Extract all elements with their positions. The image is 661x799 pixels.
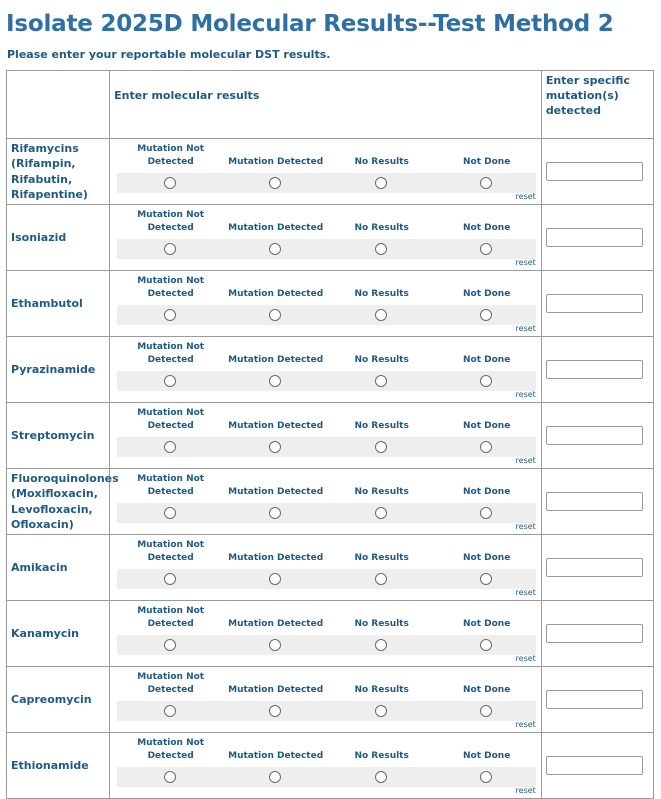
- option-label: Not Done: [462, 619, 511, 629]
- mutation-cell: [541, 667, 653, 733]
- radio-band: [117, 305, 536, 325]
- drug-row: [7, 733, 654, 799]
- drug-row: [7, 337, 654, 403]
- option-label: No Results: [354, 157, 409, 167]
- reset-link[interactable]: reset: [515, 720, 536, 729]
- option-label: Not Done: [462, 751, 511, 761]
- mutation-cell: [541, 403, 653, 469]
- option-label: No Results: [354, 355, 409, 365]
- option-label: Mutation Detected: [228, 751, 324, 761]
- drug-name: Rifamycins (Rifampin, Rifabutin, Rifapentine): [7, 139, 110, 205]
- drug-name: Pyrazinamide: [7, 337, 110, 403]
- option-label: Not Done: [462, 421, 511, 431]
- option-label: Mutation Not Detected: [137, 474, 205, 497]
- radio-band: [117, 635, 536, 655]
- molecular-result-options: [110, 667, 542, 733]
- option-label: No Results: [354, 487, 409, 497]
- drug-name: Kanamycin: [7, 601, 110, 667]
- header-mutation: Enter specific mutation(s) detected: [541, 71, 653, 139]
- option-label: Mutation Detected: [228, 355, 324, 365]
- mutation-cell: [541, 139, 653, 205]
- option-label: No Results: [354, 223, 409, 233]
- option-label: Not Done: [462, 157, 511, 167]
- radio-band: [117, 239, 536, 259]
- radio-band: [117, 173, 536, 193]
- option-label: Mutation Detected: [228, 421, 324, 431]
- molecular-result-options: [110, 469, 542, 535]
- reset-link[interactable]: reset: [515, 654, 536, 663]
- drug-row: [7, 139, 654, 205]
- option-label: Mutation Detected: [228, 685, 324, 695]
- mutation-cell: [541, 535, 653, 601]
- header-empty-cell: [7, 71, 110, 139]
- option-label: Mutation Detected: [228, 487, 324, 497]
- drug-row: [7, 403, 654, 469]
- option-label: No Results: [354, 619, 409, 629]
- option-label: Mutation Detected: [228, 157, 324, 167]
- radio-band: [117, 371, 536, 391]
- option-label: No Results: [354, 421, 409, 431]
- molecular-result-options: [110, 535, 542, 601]
- reset-link[interactable]: reset: [515, 588, 536, 597]
- radio-band: [117, 437, 536, 457]
- mutation-input[interactable]: [546, 558, 643, 577]
- reset-link[interactable]: reset: [515, 390, 536, 399]
- option-label: Mutation Not Detected: [137, 606, 205, 629]
- radio-band: [117, 503, 536, 523]
- option-label: Not Done: [462, 223, 511, 233]
- option-label: Not Done: [462, 685, 511, 695]
- mutation-input[interactable]: [546, 162, 643, 181]
- drug-row: [7, 205, 654, 271]
- mutation-cell: [541, 601, 653, 667]
- drug-name: Streptomycin: [7, 403, 110, 469]
- radio-band: [117, 569, 536, 589]
- molecular-result-options: [110, 337, 542, 403]
- option-label: Not Done: [462, 553, 511, 563]
- page-title: Isolate 2025D Molecular Results--Test Method 2: [6, 11, 614, 37]
- option-label: Mutation Not Detected: [137, 738, 205, 761]
- mutation-cell: [541, 469, 653, 535]
- option-label: Mutation Detected: [228, 289, 324, 299]
- molecular-result-options: [110, 139, 542, 205]
- option-label: Mutation Not Detected: [137, 342, 205, 365]
- mutation-input[interactable]: [546, 492, 643, 511]
- drug-name: Isoniazid: [7, 205, 110, 271]
- mutation-cell: [541, 733, 653, 799]
- reset-link[interactable]: reset: [515, 324, 536, 333]
- drug-row: [7, 271, 654, 337]
- molecular-result-options: [110, 271, 542, 337]
- molecular-result-options: [110, 601, 542, 667]
- mutation-input[interactable]: [546, 228, 643, 247]
- mutation-input[interactable]: [546, 294, 643, 313]
- radio-band: [117, 701, 536, 721]
- option-label: Mutation Not Detected: [137, 540, 205, 563]
- option-label: Mutation Not Detected: [137, 276, 205, 299]
- header-results: Enter molecular results: [110, 71, 542, 139]
- option-label: Mutation Not Detected: [137, 408, 205, 431]
- drug-row: [7, 601, 654, 667]
- molecular-result-options: [110, 205, 542, 271]
- option-label: Not Done: [462, 487, 511, 497]
- option-label: Mutation Not Detected: [137, 210, 205, 233]
- header-row: [7, 71, 654, 139]
- molecular-result-options: [110, 733, 542, 799]
- drug-row: [7, 535, 654, 601]
- mutation-input[interactable]: [546, 624, 643, 643]
- mutation-cell: [541, 271, 653, 337]
- drug-row: [7, 667, 654, 733]
- drug-name: Capreomycin: [7, 667, 110, 733]
- option-label: Mutation Not Detected: [137, 144, 205, 167]
- mutation-input[interactable]: [546, 426, 643, 445]
- option-label: No Results: [354, 685, 409, 695]
- option-label: Mutation Detected: [228, 223, 324, 233]
- results-table: [6, 70, 654, 799]
- option-label: Mutation Not Detected: [137, 672, 205, 695]
- reset-link[interactable]: reset: [515, 456, 536, 465]
- reset-link[interactable]: reset: [515, 522, 536, 531]
- page-subtitle: Please enter your reportable molecular DST results.: [7, 48, 331, 61]
- mutation-cell: [541, 337, 653, 403]
- mutation-input[interactable]: [546, 690, 643, 709]
- drug-name: Amikacin: [7, 535, 110, 601]
- drug-row: [7, 469, 654, 535]
- molecular-result-options: [110, 403, 542, 469]
- mutation-input[interactable]: [546, 756, 643, 775]
- option-label: No Results: [354, 751, 409, 761]
- drug-name: Ethambutol: [7, 271, 110, 337]
- option-label: Mutation Detected: [228, 553, 324, 563]
- radio-band: [117, 767, 536, 787]
- reset-link[interactable]: reset: [515, 258, 536, 267]
- option-label: Not Done: [462, 289, 511, 299]
- mutation-input[interactable]: [546, 360, 643, 379]
- option-label: Not Done: [462, 355, 511, 365]
- option-label: No Results: [354, 553, 409, 563]
- drug-name: Ethionamide: [7, 733, 110, 799]
- option-label: Mutation Detected: [228, 619, 324, 629]
- reset-link[interactable]: reset: [515, 192, 536, 201]
- drug-name: Fluoroquinolones (Moxifloxacin, Levofloxacin, Ofloxacin): [7, 469, 110, 535]
- reset-link[interactable]: reset: [515, 786, 536, 795]
- mutation-cell: [541, 205, 653, 271]
- option-label: No Results: [354, 289, 409, 299]
